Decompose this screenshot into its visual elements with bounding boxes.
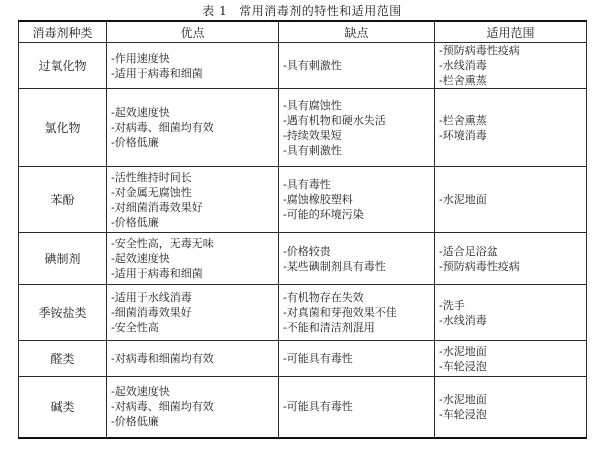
cons-line: -有机物存在失效 — [283, 291, 364, 304]
pros-line: -安全性高，无毒无味 — [111, 237, 214, 250]
cons-line: -不能和清洁剂混用 — [283, 321, 375, 334]
pros-line: -价格低廉 — [111, 215, 159, 229]
scope-cell — [435, 233, 587, 285]
cons-line: -某些碘制剂具有毒性 — [283, 259, 386, 273]
pros-cell — [107, 167, 279, 233]
cons-cell — [279, 167, 435, 233]
scope-line: -车轮浸泡 — [439, 407, 487, 421]
pros-line: -起效速度快 — [111, 106, 170, 119]
pros-cell — [107, 341, 279, 377]
header-row — [19, 21, 587, 43]
pros-line: -适用于水线消毒 — [111, 291, 192, 304]
scope-cell — [435, 43, 587, 89]
pros-cell — [107, 233, 279, 285]
pros-line: -细菌消毒效果好 — [111, 306, 192, 319]
disinfectant-name: 氯化物 — [19, 89, 107, 167]
cons-line: -可能具有毒性 — [283, 352, 353, 365]
cons-line: -对真菌和芽孢效果不佳 — [283, 306, 397, 319]
cons-line: -遇有机物和硬水失活 — [283, 113, 386, 127]
pros-line: -对金属无腐蚀性 — [111, 185, 192, 199]
cons-line: -可能的环境污染 — [283, 208, 364, 221]
disinfectant-name: 季铵盐类 — [19, 285, 107, 341]
scope-line: -水泥地面 — [439, 392, 487, 406]
table-row — [19, 43, 587, 89]
cons-line: -具有腐蚀性 — [283, 98, 342, 112]
disinfectant-table — [18, 20, 587, 439]
cons-cell — [279, 285, 435, 341]
scope-line: -水泥地面 — [439, 193, 487, 206]
table-number: 表 1 — [202, 4, 228, 18]
pros-line: -适用于病毒和细菌 — [111, 267, 203, 280]
scope-cell — [435, 167, 587, 233]
pros-line: -对病毒和细菌均有效 — [111, 352, 214, 365]
scope-cell — [435, 285, 587, 341]
header-cons: 缺点 — [279, 21, 435, 43]
scope-line: -栏舍熏蒸 — [439, 74, 487, 87]
pros-line: -起效速度快 — [111, 252, 170, 265]
scope-cell — [435, 377, 587, 438]
cons-cell — [279, 377, 435, 438]
header-type: 消毒剂种类 — [19, 21, 107, 43]
cons-line: -价格较贵 — [283, 244, 331, 258]
table-title: 常用消毒剂的特性和适用范围 — [239, 4, 402, 18]
scope-line: -水泥地面 — [439, 344, 487, 358]
cons-line: -具有刺激性 — [283, 143, 342, 157]
cons-line: -可能具有毒性 — [283, 400, 353, 414]
scope-line: -预防病毒性疫病 — [439, 44, 520, 57]
scope-cell — [435, 89, 587, 167]
pros-line: -价格低廉 — [111, 136, 159, 149]
scope-line: -洗手 — [439, 298, 465, 312]
table-body — [19, 43, 587, 438]
pros-line: -对细菌消毒效果好 — [111, 200, 203, 214]
cons-line: -持续效果短 — [283, 128, 342, 142]
cons-cell — [279, 233, 435, 285]
pros-cell — [107, 285, 279, 341]
cons-cell — [279, 89, 435, 167]
pros-line: -活性维持时间长 — [111, 170, 192, 184]
cons-cell — [279, 43, 435, 89]
header-pros: 优点 — [107, 21, 279, 43]
scope-line: -水线消毒 — [439, 313, 487, 327]
table-row — [19, 341, 587, 377]
disinfectant-name: 醛类 — [19, 341, 107, 377]
pros-line: -作用速度快 — [111, 51, 170, 65]
table-row — [19, 167, 587, 233]
pros-line: -对病毒、细菌均有效 — [111, 121, 214, 134]
cons-line: -具有毒性 — [283, 178, 331, 191]
disinfectant-name: 过氧化物 — [19, 43, 107, 89]
scope-line: -栏舍熏蒸 — [439, 113, 487, 127]
table-caption — [0, 3, 604, 20]
table-row — [19, 377, 587, 438]
disinfectant-name: 碘制剂 — [19, 233, 107, 285]
scope-cell — [435, 341, 587, 377]
scope-line: -水线消毒 — [439, 59, 487, 72]
scope-line: -车轮浸泡 — [439, 359, 487, 373]
pros-line: -适用于病毒和细菌 — [111, 66, 203, 80]
pros-line: -价格低廉 — [111, 415, 159, 429]
pros-cell — [107, 377, 279, 438]
pros-line: -对病毒、细菌均有效 — [111, 400, 214, 414]
pros-line: -起效速度快 — [111, 385, 170, 399]
scope-line: -适合足浴盆 — [439, 244, 498, 258]
table-row — [19, 89, 587, 167]
cons-cell — [279, 341, 435, 377]
table-row — [19, 233, 587, 285]
table-row — [19, 285, 587, 341]
disinfectant-name: 碱类 — [19, 377, 107, 438]
scope-line: -预防病毒性疫病 — [439, 259, 520, 273]
pros-cell — [107, 89, 279, 167]
cons-line: -腐蚀橡胶塑料 — [283, 193, 353, 206]
header-scope: 适用范围 — [435, 21, 587, 43]
cons-line: -具有刺激性 — [283, 59, 342, 72]
scope-line: -环境消毒 — [439, 128, 487, 142]
pros-cell — [107, 43, 279, 89]
pros-line: -安全性高 — [111, 321, 159, 334]
disinfectant-name: 苯酚 — [19, 167, 107, 233]
